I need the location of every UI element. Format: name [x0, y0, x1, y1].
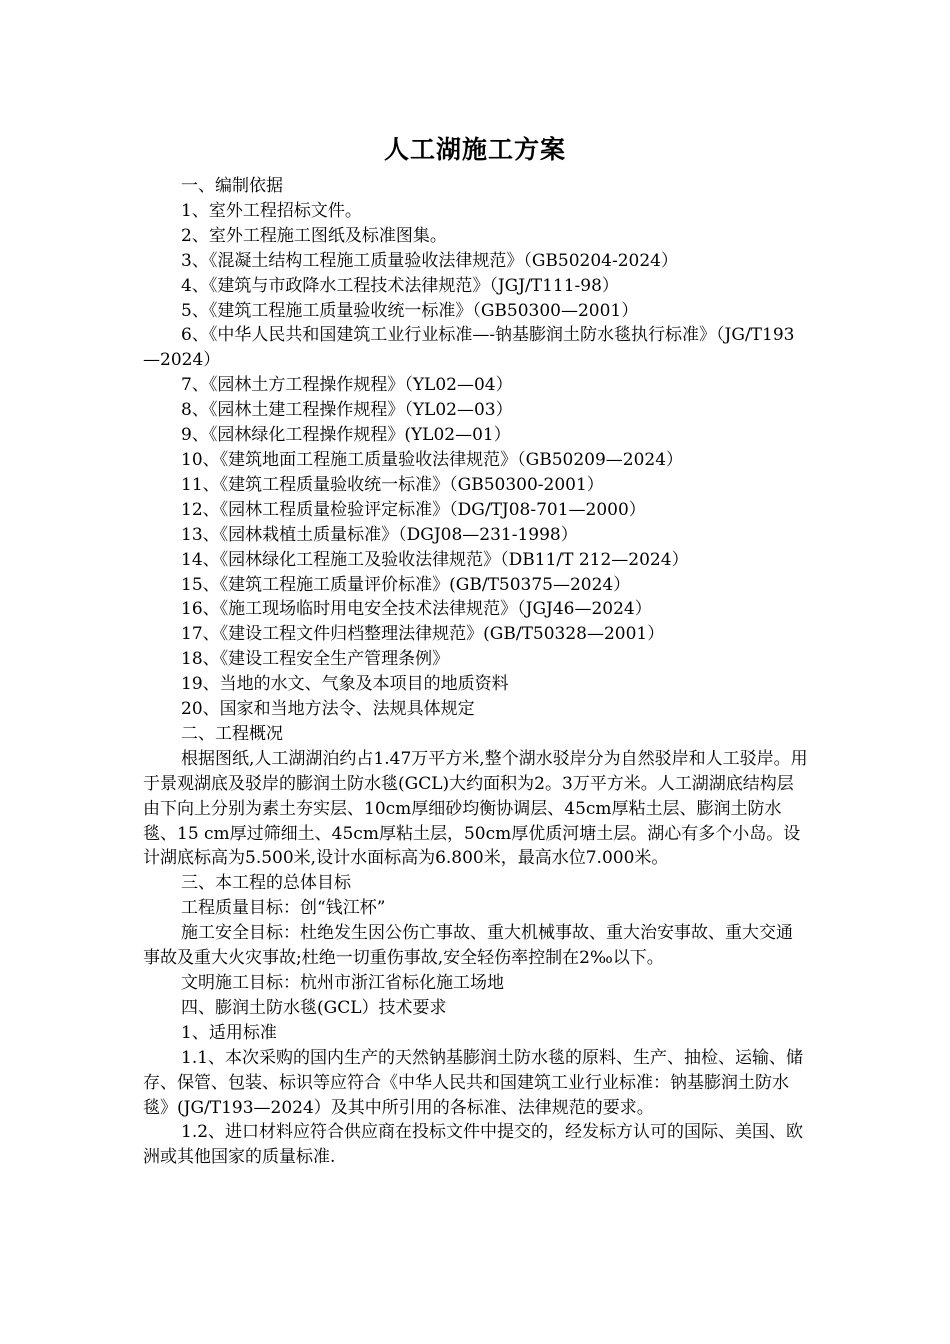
paragraph: 二、工程概况 — [181, 723, 283, 744]
paragraph: 18、《建设工程安全生产管理条例》 — [181, 649, 450, 670]
paragraph: 7、《园林土方工程操作规程》（YL02—04） — [181, 375, 513, 396]
paragraph: 工程质量目标：创“钱江杯” — [181, 898, 386, 919]
paragraph: 施工安全目标：杜绝发生因公伤亡事故、重大机械事故、重大治安事故、重大交通事故及重大火灾事故;杜绝一切重伤事故,安全轻伤率控制在2‰以下。 — [143, 923, 793, 969]
paragraph: 19、当地的水文、气象及本项目的地质资料 — [181, 674, 509, 695]
paragraph: 15、《建筑工程施工质量评价标准》(GB/T50375—2024） — [181, 574, 631, 595]
paragraph: 9、《园林绿化工程操作规程》(YL02—01） — [181, 425, 511, 446]
document-title: 人工湖施工方案 — [383, 135, 566, 164]
paragraph: 1、适用标准 — [181, 1022, 277, 1043]
paragraph: 8、《园林土建工程操作规程》（YL02—03） — [181, 400, 513, 421]
paragraph: 16、《施工现场临时用电安全技术法律规范》（JGJ46—2024） — [181, 599, 652, 620]
paragraph: 1、室外工程招标文件。 — [181, 200, 362, 221]
document-body — [143, 174, 808, 1170]
paragraph: 文明施工目标：杭州市浙江省标化施工场地 — [181, 973, 504, 993]
paragraph: 4、《建筑与市政降水工程技术法律规范》（JGJ/T111-98） — [181, 275, 619, 296]
paragraph: 3、《混凝土结构工程施工质量验收法律规范》（GB50204-2024） — [181, 250, 678, 271]
paragraph: 12、《园林工程质量检验评定标准》（DG/TJ08-701—2000） — [181, 499, 646, 520]
paragraph: 6、《中华人民共和国建筑工业行业标准—-钠基膨润土防水毯执行标准》（JG/T193—2024） — [143, 325, 795, 371]
paragraph: 20、国家和当地方法令、法规具体规定 — [181, 699, 475, 720]
paragraph: 1.2、进口材料应符合供应商在投标文件中提交的，经发标方认可的国际、美国、欧洲或其他国家的质量标准. — [143, 1122, 804, 1168]
paragraph: 三、本工程的总体目标 — [181, 873, 351, 894]
paragraph: 根据图纸,人工湖湖泊约占1.47万平方米,整个湖水驳岸分为自然驳岸和人工驳岸。用于景观湖底及驳岸的膨润土防水毯(GCL)大约面积为2。3万平方米。人工湖湖底结构层由下向上分别为素土夯实层、10cm厚细砂均衡协调层、45cm厚粘土层、膨润土防水毯、15 cm厚过筛细土、45cm厚粘土层，50cm厚优质河塘土层。湖心有多个小岛。设计湖底标高为5.500米,设计水面标高为6.800米，最高水位7.000米。 — [143, 748, 808, 869]
paragraph: 一、编制依据 — [181, 176, 283, 196]
paragraph: 1.1、本次采购的国内生产的天然钠基膨润土防水毯的原料、生产、抽检、运输、储存、保管、包装、标识等应符合《中华人民共和国建筑工业行业标准：钠基膨润土防水毯》(JG/T193—2024）及其中所引用的各标准、法律规范的要求。 — [143, 1047, 804, 1118]
paragraph: 2、室外工程施工图纸及标准图集。 — [181, 225, 447, 246]
paragraph: 10、《建筑地面工程施工质量验收法律规范》（GB50209—2024） — [181, 449, 684, 470]
paragraph: 17、《建设工程文件归档整理法律规范》(GB/T50328—2001） — [181, 624, 665, 645]
paragraph: 四、膨润土防水毯(GCL）技术要求 — [181, 997, 447, 1018]
paragraph: 14、《园林绿化工程施工及验收法律规范》（DB11/T 212—2024） — [181, 549, 689, 570]
paragraph: 11、《建筑工程质量验收统一标准》（GB50300-2001） — [181, 474, 604, 495]
paragraph: 13、《园林栽植土质量标准》（DGJ08—231-1998） — [181, 524, 578, 545]
paragraph: 5、《建筑工程施工质量验收统一标准》（GB50300—2001） — [181, 300, 639, 321]
